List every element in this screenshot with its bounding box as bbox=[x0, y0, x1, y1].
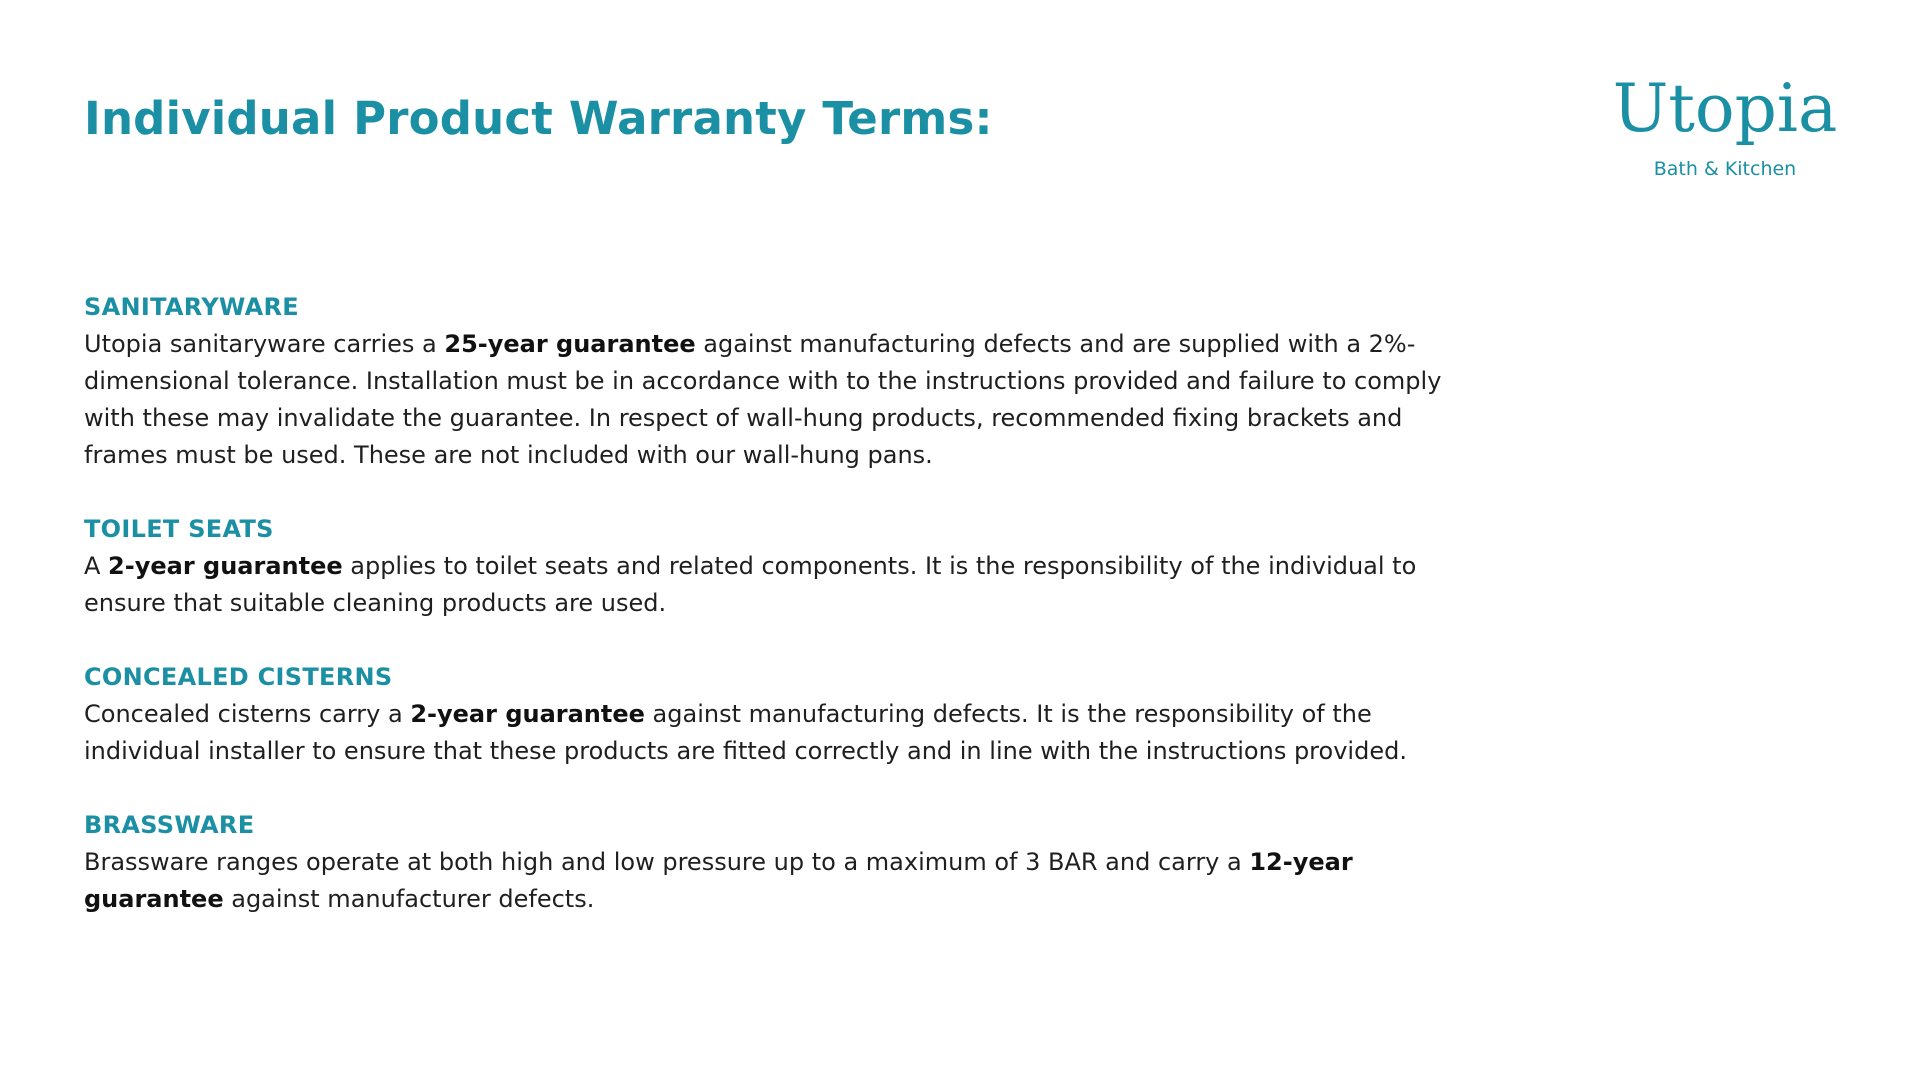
guarantee-highlight: 2-year guarantee bbox=[108, 552, 343, 580]
body-text-lead: Concealed cisterns carry a bbox=[84, 700, 411, 728]
section-heading: BRASSWARE bbox=[84, 811, 255, 839]
section-heading: SANITARYWARE bbox=[84, 293, 299, 321]
warranty-sections bbox=[84, 289, 1474, 955]
body-text-lead: A bbox=[84, 552, 109, 580]
section-toilet-seats bbox=[84, 511, 1474, 622]
guarantee-highlight: 2-year guarantee bbox=[410, 700, 645, 728]
section-concealed-cisterns bbox=[84, 659, 1474, 770]
body-text-lead: Utopia sanitaryware carries a bbox=[84, 330, 445, 358]
page-title: Individual Product Warranty Terms: bbox=[84, 92, 993, 145]
logo-tagline: Bath & Kitchen bbox=[1653, 158, 1797, 180]
section-heading: CONCEALED CISTERNS bbox=[84, 663, 393, 691]
section-heading: TOILET SEATS bbox=[84, 515, 274, 543]
body-text-rest: against manufacturing defects. It is the responsibility of the individual installer to ensure that these products are fitted correctly and in line with the instructions provided. bbox=[84, 700, 1407, 765]
body-text-lead: Brassware ranges operate at both high and low pressure up to a maximum of 3 BAR and carry a bbox=[84, 848, 1250, 876]
utopia-logo bbox=[1590, 70, 1860, 180]
guarantee-highlight: 25-year guarantee bbox=[444, 330, 696, 358]
body-text-rest: against manufacturing defects and are supplied with a 2%-dimensional tolerance. Installation must be in accordance with to the instructions provided and failure to comply with these may invalidate the guarantee. In respect of wall-hung products, recommended fixing brackets and frames must be used. These are not included with our wall-hung pans. bbox=[84, 330, 1442, 469]
body-text-rest: against manufacturer defects. bbox=[223, 885, 595, 913]
body-text-rest: applies to toilet seats and related components. It is the responsibility of the individual to ensure that suitable cleaning products are used. bbox=[84, 552, 1417, 617]
section-body bbox=[84, 844, 1474, 918]
guarantee-highlight: 12-year guarantee bbox=[84, 848, 1353, 913]
section-body bbox=[84, 696, 1474, 770]
section-sanitaryware bbox=[84, 289, 1474, 474]
section-body bbox=[84, 326, 1474, 474]
section-brassware bbox=[84, 807, 1474, 918]
logo-wordmark: Utopia bbox=[1612, 70, 1838, 147]
section-body bbox=[84, 548, 1474, 622]
